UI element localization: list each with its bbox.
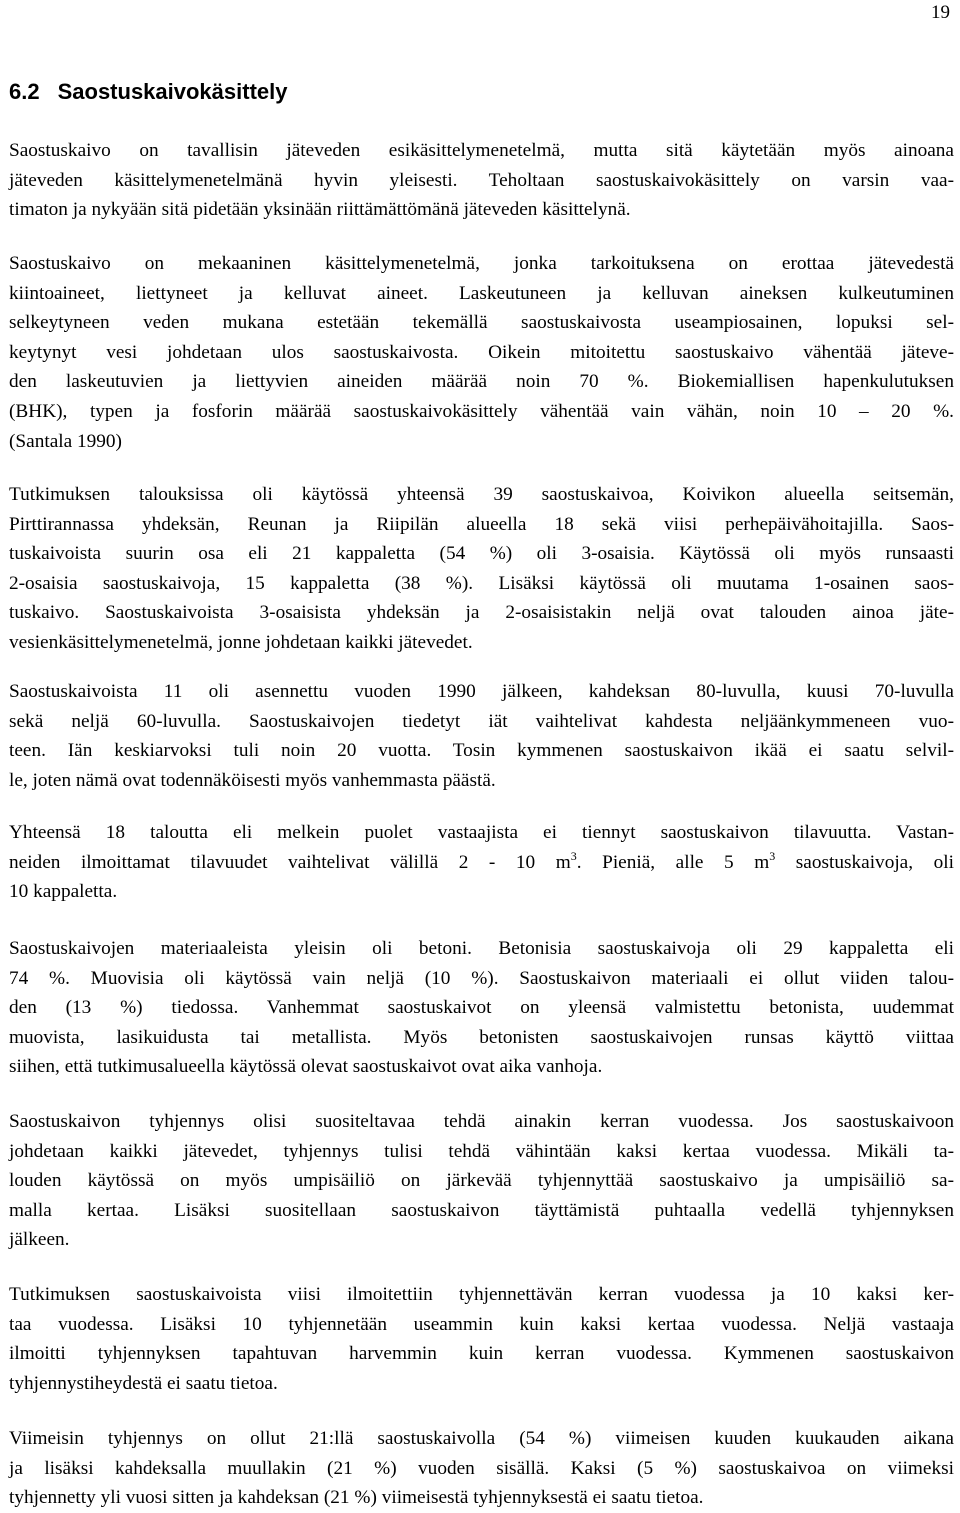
section-number: 6.2 bbox=[9, 79, 40, 104]
text-line: malla kertaa. Lisäksi suositellaan saostuskaivon täyttämistä puhtaalla vedellä tyhjennyksen bbox=[9, 1199, 954, 1221]
superscript-3: 3 bbox=[570, 848, 577, 863]
volume-text-b: . Pieniä, alle 5 m bbox=[576, 851, 770, 873]
text-line: tyhjennystiheydestä ei saatu tietoa. bbox=[9, 1372, 278, 1394]
paragraph-intro bbox=[9, 136, 954, 225]
text-line: 2-osaisia saostuskaivoja, 15 kappaletta (38 %). Lisäksi käytössä oli muutama 1-osainen saos- bbox=[9, 572, 954, 594]
text-line: taa vuodessa. Lisäksi 10 tyhjennetään useammin kuin kaksi kertaa vuodessa. Neljä vastaaja bbox=[9, 1313, 954, 1335]
text-line: tyhjennetty yli vuosi sitten ja kahdeksan (21 %) viimeisestä tyhjennyksestä ei saatu tietoa. bbox=[9, 1487, 704, 1509]
text-line: Yhteensä 18 taloutta eli melkein puolet vastaajista ei tiennyt saostuskaivon tilavuutta. Vastan- bbox=[9, 822, 954, 843]
text-line: tuskaivoista suurin osa eli 21 kappaletta (54 %) oli 3-osaisia. Käytössä oli myös runsaasti bbox=[9, 543, 954, 565]
text-line: ilmoitti tyhjennyksen tapahtuvan harvemmin kuin kerran vuodessa. Kymmenen saostuskaivon bbox=[9, 1343, 954, 1365]
text-line: jäteveden käsittelymenetelmänä hyvin yleisesti. Teholtaan saostuskaivokäsittely on varsin vaa- bbox=[9, 169, 954, 191]
text-line: (BHK), typen ja fosforin määrää saostuskaivokäsittely vähentää vain vähän, noin 10 – 20 %. bbox=[9, 400, 954, 422]
text-line: selkeytyneen veden mukana estetään tekemällä saostuskaivosta useampiosainen, lopuksi sel- bbox=[9, 312, 954, 334]
text-line: Saostuskaivoista 11 oli asennettu vuoden 1990 jälkeen, kahdeksan 80-luvulla, kuusi 70-luvulla bbox=[9, 681, 954, 702]
paragraph-study-households bbox=[9, 480, 954, 658]
text-line: Pirttirannassa yhdeksän, Reunan ja Riipilän alueella 18 sekä viisi perhepäivähoitajilla. Saos- bbox=[9, 513, 954, 535]
text-line: Saostuskaivojen materiaaleista yleisin oli betoni. Betonisia saostuskaivoja oli 29 kappaletta eli bbox=[9, 938, 954, 959]
text-line: keytynyt vesi johdetaan ulos saostuskaivosta. Oikein mitoitettu saostuskaivo vähentää jäteve- bbox=[9, 341, 954, 363]
text-line: Saostuskaivo on mekaaninen käsittelymenetelmä, jonka tarkoituksena on erottaa jätevedestä bbox=[9, 253, 954, 274]
text-line: den laskeutuvien ja liettyvien aineiden määrää noin 70 %. Biokemiallisen hapenkulutuksen bbox=[9, 371, 954, 393]
superscript-3: 3 bbox=[769, 848, 776, 863]
text-line: siihen, että tutkimusalueella käytössä olevat saostuskaivot ovat aika vanhoja. bbox=[9, 1056, 603, 1078]
volume-text-a: neiden ilmoittamat tilavuudet vaihtelivat välillä 2 - 10 m bbox=[9, 851, 571, 873]
text-line: 74 %. Muovisia oli käytössä vain neljä (10 %). Saostuskaivon materiaali ei ollut viiden talou- bbox=[9, 967, 954, 989]
text-line: Saostuskaivon tyhjennys olisi suositeltavaa tehdä ainakin kerran vuodessa. Jos saostuskaivoon bbox=[9, 1111, 954, 1132]
text-line: louden käytössä on myös umpisäiliö on järkevää tyhjennyttää saostuskaivo ja umpisäiliö sa- bbox=[9, 1170, 954, 1192]
volume-text-c: saostuskaivoja, oli bbox=[775, 851, 954, 873]
text-line: Viimeisin tyhjennys on ollut 21:llä saostuskaivolla (54 %) viimeisen kuuden kuukauden aikana bbox=[9, 1428, 954, 1449]
section-title: Saostuskaivokäsittely bbox=[57, 79, 288, 104]
paragraph-materials bbox=[9, 934, 954, 1082]
text-line: jälkeen. bbox=[9, 1229, 70, 1251]
text-line: 10 kappaletta. bbox=[9, 881, 118, 903]
text-line: johdetaan kaikki jätevedet, tyhjennys tulisi tehdä vähintään kaksi kertaa vuodessa. Mikäli ta- bbox=[9, 1140, 954, 1162]
text-line: timaton ja nykyään sitä pidetään yksinään riittämättömänä jäteveden käsittelynä. bbox=[9, 199, 631, 221]
text-line: muovista, lasikuidusta tai metallista. Myös betonisten saostuskaivojen runsas käyttö viittaa bbox=[9, 1026, 954, 1048]
page-number: 19 bbox=[931, 2, 950, 23]
text-line: Tutkimuksen saostuskaivoista viisi ilmoitettiin tyhjennettävän kerran vuodessa ja 10 kaksi ker- bbox=[9, 1284, 954, 1305]
text-line: ja lisäksi kahdeksalla muullakin (21 %) vuoden sisällä. Kaksi (5 %) saostuskaivoa on viimeksi bbox=[9, 1457, 954, 1479]
text-line bbox=[9, 848, 954, 878]
text-line: Tutkimuksen talouksissa oli käytössä yhteensä 39 saostuskaivoa, Koivikon alueella seitsemän, bbox=[9, 484, 954, 505]
paragraph-volume bbox=[9, 818, 954, 907]
text-line: teen. Iän keskiarvoksi tuli noin 20 vuotta. Tosin kymmenen saostuskaivon ikää ei saatu selvil- bbox=[9, 740, 954, 762]
text-line: Saostuskaivo on tavallisin jäteveden esikäsittelymenetelmä, mutta sitä käytetään myös ainoana bbox=[9, 140, 954, 161]
text-line: (Santala 1990) bbox=[9, 430, 122, 452]
paragraph-mechanical-treatment bbox=[9, 249, 954, 456]
text-line: sekä neljä 60-luvulla. Saostuskaivojen tiedetyt iät vaihtelivat kahdesta neljäänkymmeneen vuo- bbox=[9, 710, 954, 732]
text-line: tuskaivo. Saostuskaivoista 3-osaisista yhdeksän ja 2-osaisistakin neljä ovat talouden ainoa jäte- bbox=[9, 602, 954, 624]
section-heading bbox=[9, 78, 288, 106]
paragraph-emptying-recommendation bbox=[9, 1107, 954, 1255]
text-line: le, joten nämä ovat todennäköisesti myös vanhemmasta päästä. bbox=[9, 769, 496, 791]
text-line: kiintoaineet, liettyneet ja kelluvat aineet. Laskeutuneen ja kelluvan aineksen kulkeutuminen bbox=[9, 282, 954, 304]
paragraph-last-emptying bbox=[9, 1424, 954, 1513]
paragraph-emptying-frequency bbox=[9, 1280, 954, 1398]
paragraph-installation-age bbox=[9, 677, 954, 795]
text-line: den (13 %) tiedossa. Vanhemmat saostuskaivot on yleensä valmistettu betonista, uudemmat bbox=[9, 997, 954, 1019]
text-line: vesienkäsittelymenetelmä, jonne johdetaan kaikki jätevedet. bbox=[9, 631, 473, 653]
